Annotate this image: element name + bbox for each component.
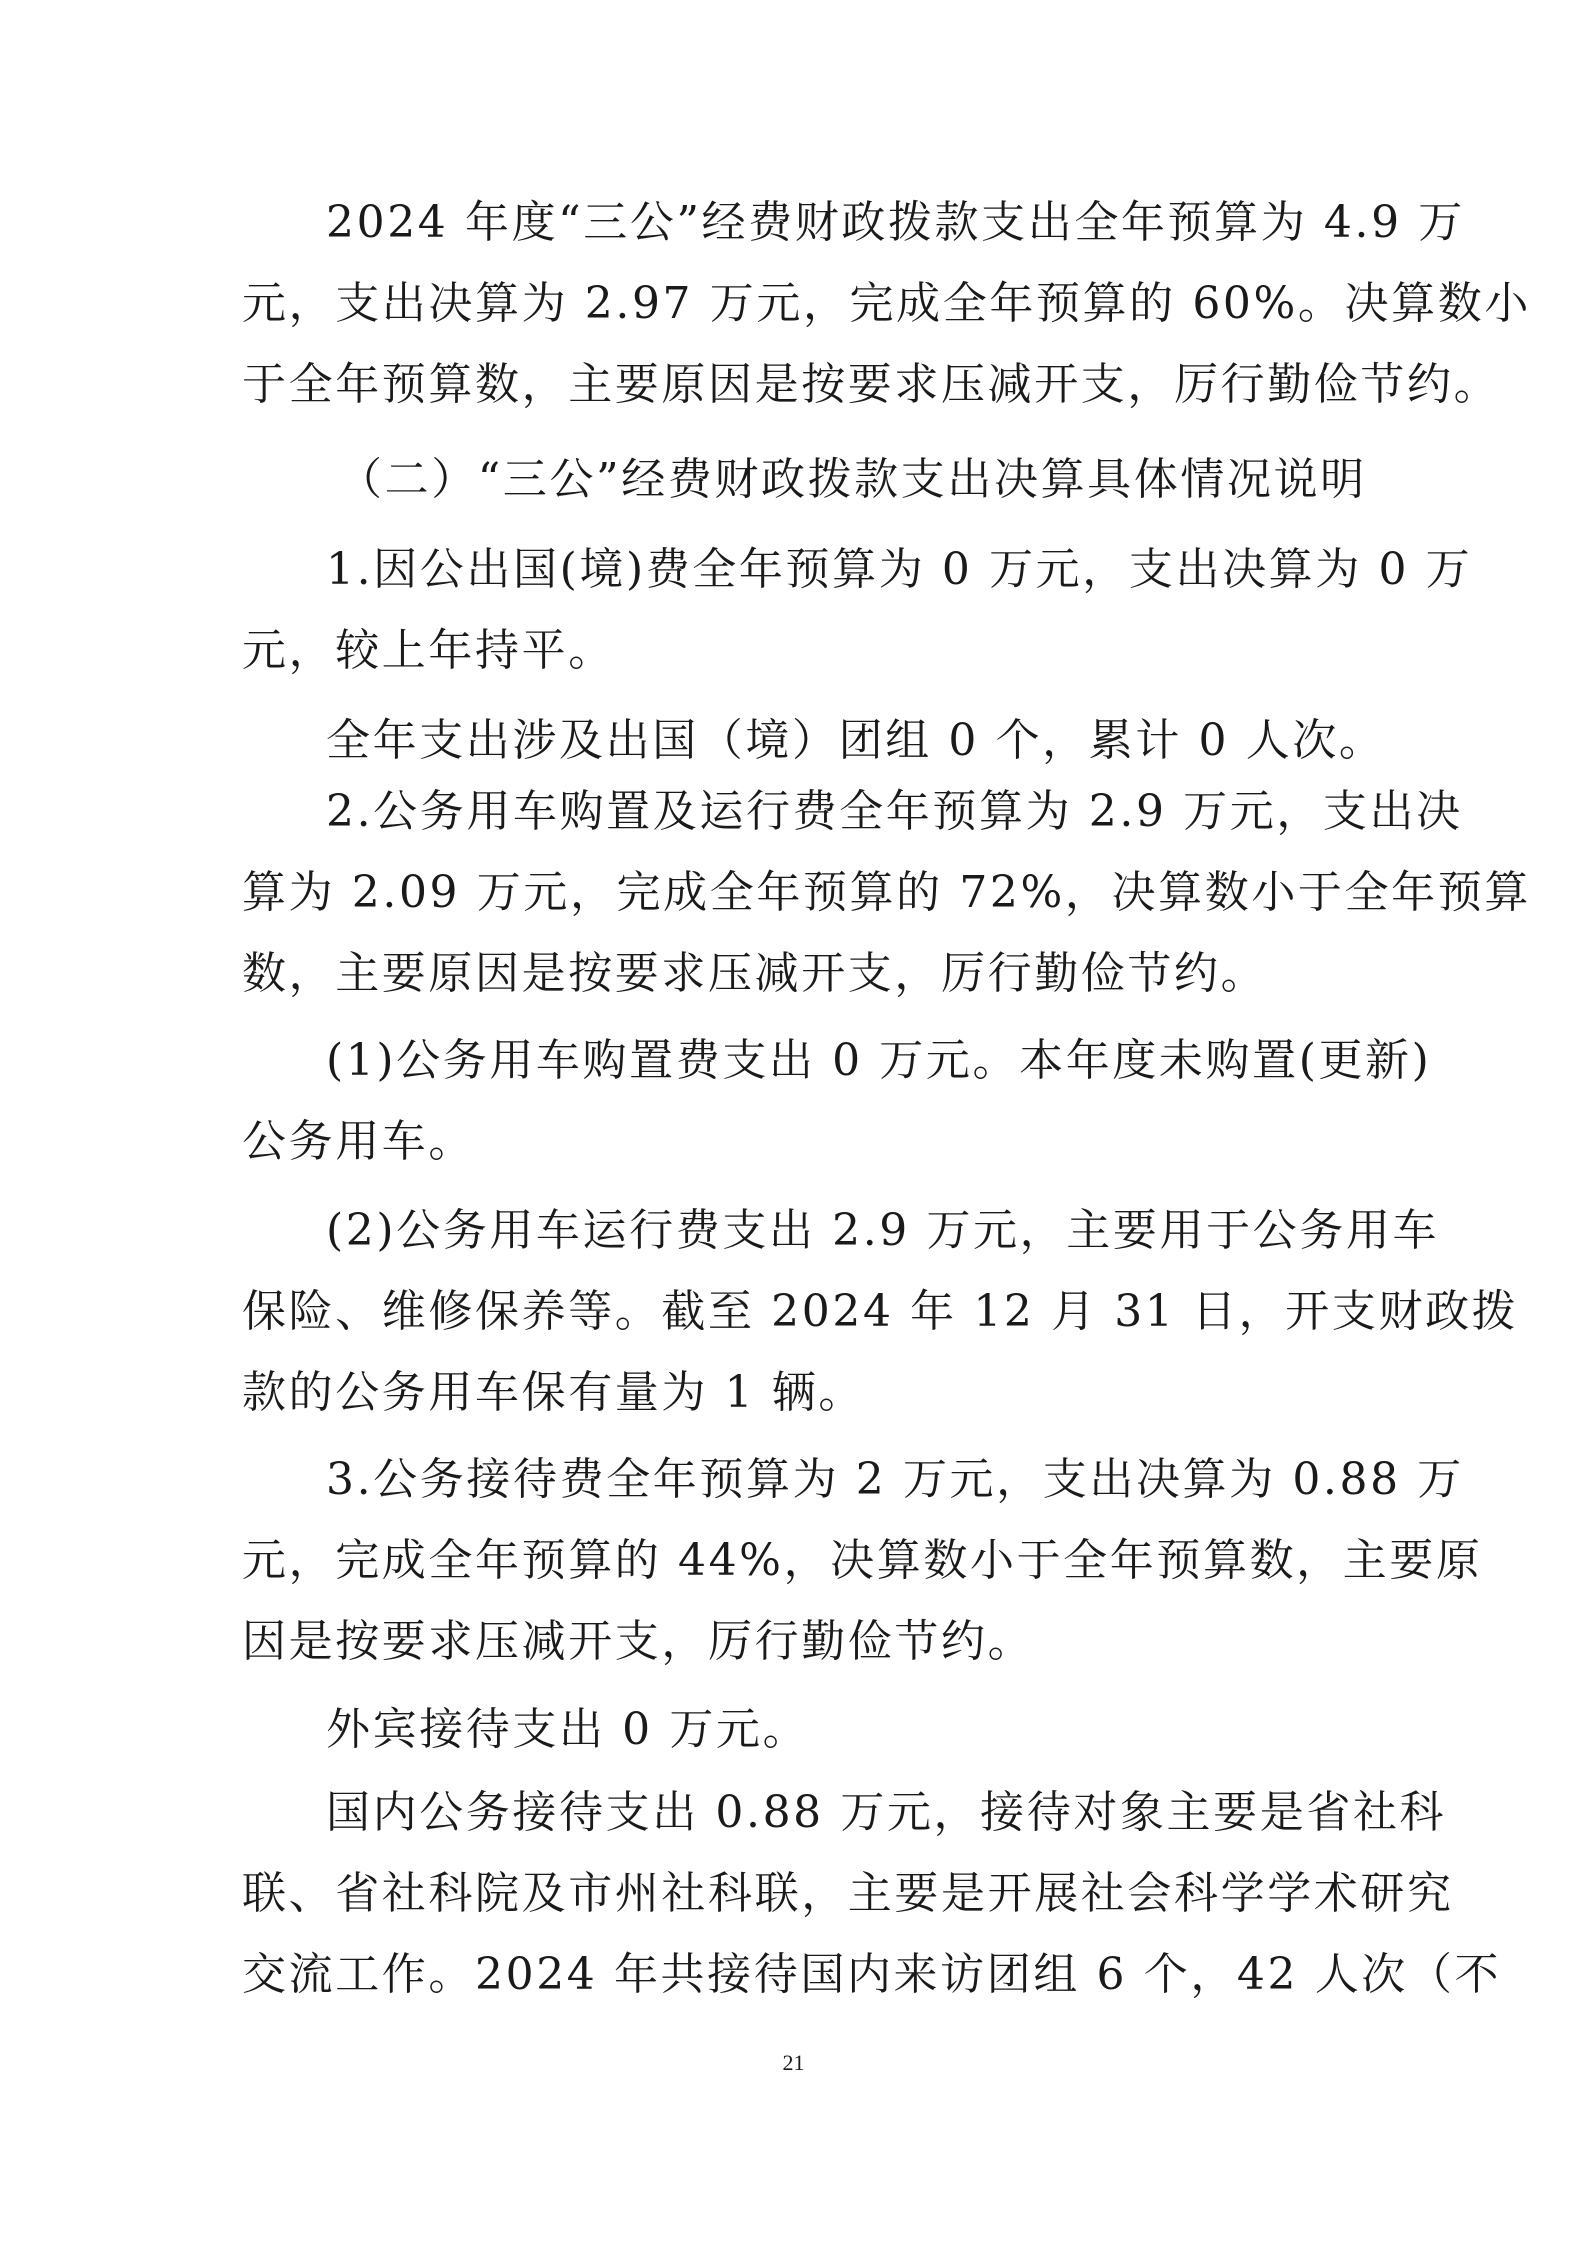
paragraph-line: 数，主要原因是按要求压减开支，厉行勤俭节约。 [242, 948, 1268, 999]
paragraph-line: 3.公务接待费全年预算为 2 万元，支出决算为 0.88 万 [326, 1454, 1464, 1505]
paragraph-line: 1.因公出国(境)费全年预算为 0 万元，支出决算为 0 万 [326, 544, 1473, 595]
paragraph-line: 联、省社科院及市州社科联，主要是开展社会科学学术研究 [242, 1868, 1454, 1919]
paragraph-line: 元，完成全年预算的 44%，决算数小于全年预算数，主要原 [242, 1535, 1483, 1586]
paragraph-line: 因是按要求压减开支，厉行勤俭节约。 [242, 1616, 1035, 1667]
paragraph-line: 全年支出涉及出国（境）团组 0 个，累计 0 人次。 [326, 715, 1386, 766]
paragraph-line: 2024 年度“三公”经费财政拨款支出全年预算为 4.9 万 [326, 197, 1465, 248]
paragraph-line: 元，支出决算为 2.97 万元，完成全年预算的 60%。决算数小 [242, 278, 1531, 329]
paragraph-line: 算为 2.09 万元，完成全年预算的 72%，决算数小于全年预算 [242, 867, 1531, 918]
paragraph-line: 公务用车。 [242, 1116, 475, 1167]
paragraph-line: 交流工作。2024 年共接待国内来访团组 6 个，42 人次（不 [242, 1949, 1502, 2000]
paragraph-line: 2.公务用车购置及运行费全年预算为 2.9 万元，支出决 [326, 786, 1463, 837]
paragraph-line: (2)公务用车运行费支出 2.9 万元，主要用于公务用车 [326, 1205, 1440, 1256]
paragraph-line: 元，较上年持平。 [242, 625, 615, 676]
page-number: 21 [782, 2050, 805, 2075]
paragraph-line: (1)公务用车购置费支出 0 万元。本年度未购置(更新) [326, 1035, 1432, 1086]
paragraph-line: 款的公务用车保有量为 1 辆。 [242, 1367, 865, 1418]
paragraph-line: 外宾接待支出 0 万元。 [326, 1704, 810, 1755]
paragraph-line: 保险、维修保养等。截至 2024 年 12 月 31 日，开支财政拨 [242, 1286, 1519, 1337]
section-heading: （二）“三公”经费财政拨款支出决算具体情况说明 [338, 454, 1367, 505]
paragraph-line: 国内公务接待支出 0.88 万元，接待对象主要是省社科 [326, 1787, 1447, 1838]
paragraph-line: 于全年预算数，主要原因是按要求压减开支，厉行勤俭节约。 [242, 359, 1501, 410]
